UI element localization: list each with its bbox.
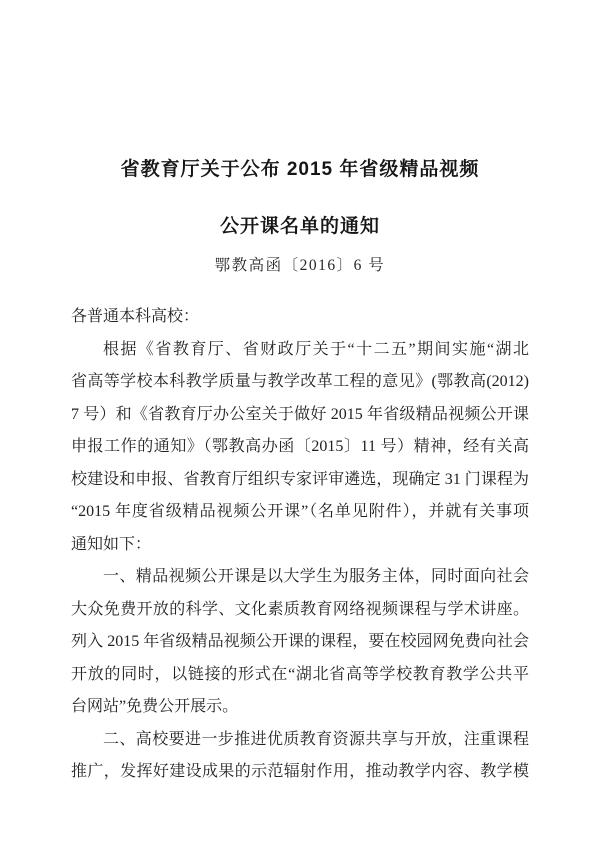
document-number: 鄂教高函〔2016〕6 号 bbox=[214, 257, 386, 274]
document-title-line1: 省教育厅关于公布 2015 年省级精品视频 bbox=[120, 159, 480, 180]
body-line: 开放的同时，以链接的形式在“湖北省高等学校教育教学公共平 bbox=[71, 665, 529, 683]
salutation: 各普通本科高校： bbox=[71, 308, 200, 325]
body-line: 通知如下： bbox=[71, 535, 152, 553]
body-line: 7 号）和《省教育厅办公室关于做好 2015 年省级精品视频公开课 bbox=[71, 405, 529, 423]
body-line: 申报工作的通知》（鄂教高办函〔2015〕11 号）精神，经有关高 bbox=[71, 438, 529, 455]
body-line: 大众免费开放的科学、文化素质教育网络视频课程与学术讲座。 bbox=[71, 600, 529, 618]
body-line: “2015 年度省级精品视频公开课”（名单见附件），并就有关事项 bbox=[71, 503, 529, 520]
document-title-line2: 公开课名单的通知 bbox=[219, 216, 380, 237]
body-line: 根据《省教育厅、省财政厅关于“十二五”期间实施“湖北 bbox=[103, 340, 529, 358]
body-line: 一、精品视频公开课是以大学生为服务主体，同时面向社会 bbox=[103, 568, 529, 585]
body-line: 列入 2015 年省级精品视频公开课的课程，要在校园网免费向社会 bbox=[71, 633, 529, 650]
body-line: 推广，发挥好建设成果的示范辐射作用，推动教学内容、教学模 bbox=[71, 763, 529, 780]
body-line: 校建设和申报、省教育厅组织专家评审遴选，现确定 31 门课程为 bbox=[71, 470, 529, 488]
document-body bbox=[71, 301, 529, 789]
body-line: 二、高校要进一步推进优质教育资源共享与开放，注重课程 bbox=[103, 730, 529, 748]
body-line: 台网站”免费公开展示。 bbox=[71, 698, 239, 715]
body-line: 省高等学校本科教学质量与教学改革工程的意见》(鄂教高(2012) bbox=[71, 373, 529, 390]
